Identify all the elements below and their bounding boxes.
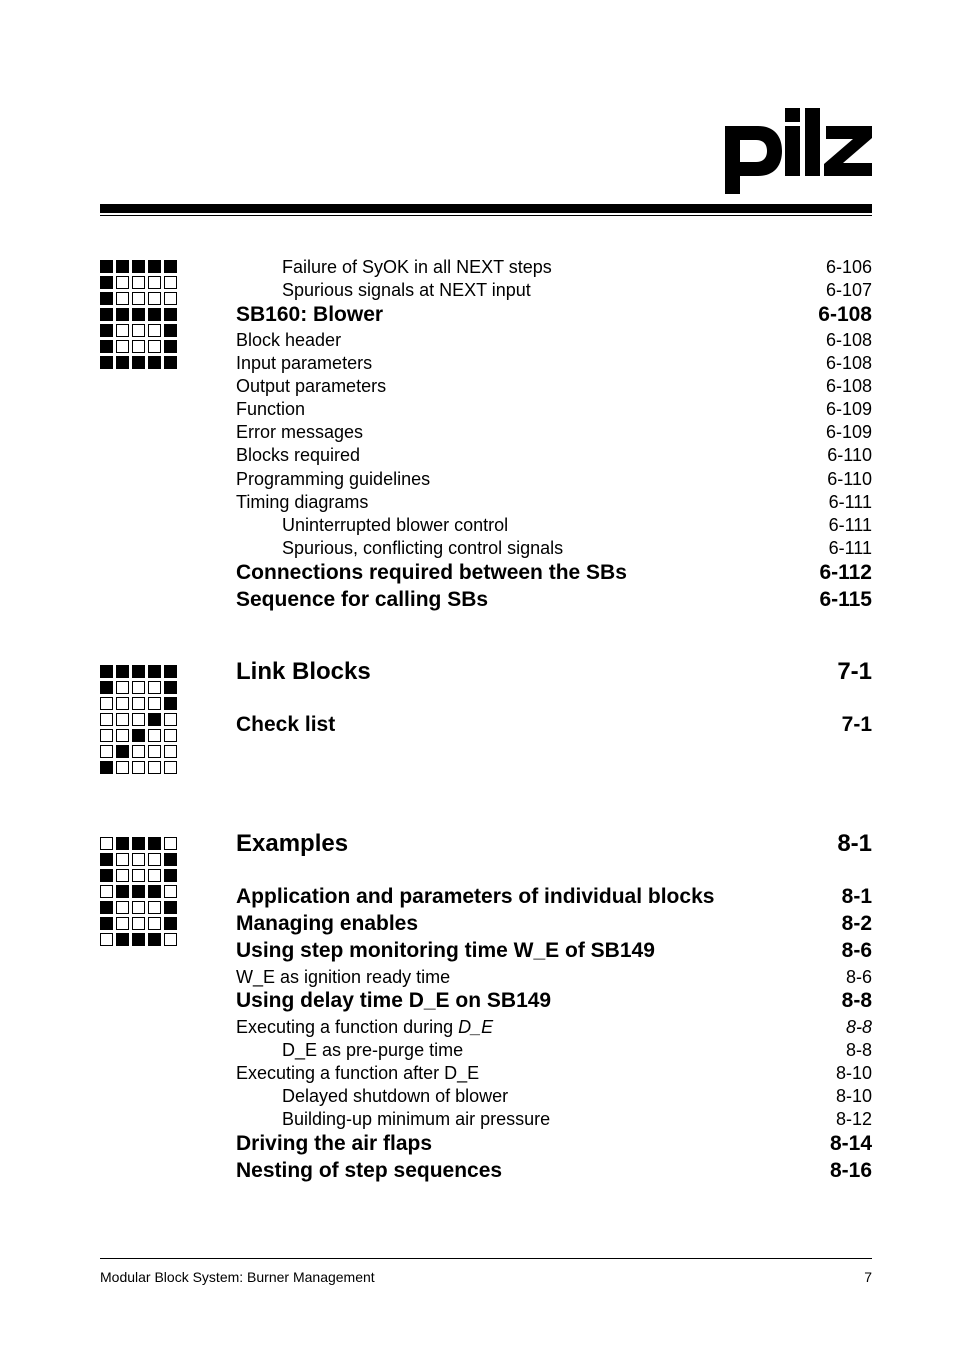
icon-cell [148,292,161,305]
icon-cell [116,885,129,898]
toc-entry-title: Sequence for calling SBs [236,588,489,611]
toc-entry-title: Nesting of step sequences [236,1159,503,1182]
icon-cell [164,729,177,742]
toc-entry-title: Managing enables [236,912,419,935]
footer-document-title: Modular Block System: Burner Management [100,1269,375,1285]
icon-cell [164,292,177,305]
toc-entry-page: 8-8 [841,989,872,1012]
icon-cell [164,324,177,337]
toc-entry-page: 8-2 [841,912,872,935]
toc-entry[interactable] [236,399,872,420]
icon-cell [164,276,177,289]
icon-cell [100,885,113,898]
icon-cell [164,761,177,774]
toc-entry-title: Input parameters [236,353,373,373]
toc-entry[interactable] [236,330,872,351]
toc-entry-page: 8-10 [835,1086,872,1106]
icon-cell [132,324,145,337]
icon-cell [164,901,177,914]
icon-cell [100,681,113,694]
icon-cell [100,697,113,710]
icon-cell [116,340,129,353]
toc-entry-title: Link Blocks [236,658,371,685]
toc-entry-title: Executing a function after D_E [236,1063,480,1083]
toc-entry-page: 6-111 [828,515,872,535]
icon-cell [132,933,145,946]
toc-entry[interactable] [236,561,872,585]
toc-entry-title: Connections required between the SBs [236,561,627,584]
toc-entry[interactable] [236,989,872,1013]
toc-entry-title: D_E as pre-purge time [282,1040,464,1060]
toc-entry-title: W_E as ignition ready time [236,967,451,987]
toc-entry-page: 6-115 [819,588,872,611]
toc-entry[interactable] [236,912,872,936]
toc-entry-title: Spurious signals at NEXT input [282,280,531,300]
toc-entry-title: Error messages [236,422,364,442]
toc-entry-page: 6-111 [828,492,872,512]
icon-cell [132,340,145,353]
toc-entry-page: 6-110 [827,445,872,465]
icon-cell [132,713,145,726]
icon-cell [164,356,177,369]
toc-entry-title: Examples [236,830,349,857]
icon-cell [148,713,161,726]
icon-cell [100,745,113,758]
toc-entry-page: 8-8 [845,1040,872,1060]
icon-cell [148,276,161,289]
icon-cell [148,745,161,758]
icon-cell [132,697,145,710]
icon-cell [164,885,177,898]
chapter-8-icon [100,837,177,946]
icon-cell [116,292,129,305]
icon-cell [116,933,129,946]
pilz-logo [722,104,874,196]
toc-entry-page: 8-8 [845,1017,872,1037]
icon-cell [100,933,113,946]
footer-rule [100,1258,872,1259]
toc-entry-page: 7-1 [837,658,872,685]
icon-cell [148,729,161,742]
toc-entry-page: 6-111 [828,538,872,558]
icon-cell [100,324,113,337]
icon-cell [132,745,145,758]
icon-cell [116,745,129,758]
chapter-6-icon [100,260,177,369]
toc-entry[interactable] [236,445,872,466]
toc-entry-title: Blocks required [236,445,361,465]
toc-entry[interactable] [236,1109,872,1130]
toc-entry-title: Check list [236,713,336,736]
icon-cell [132,853,145,866]
icon-cell [116,917,129,930]
icon-cell [116,665,129,678]
icon-cell [148,697,161,710]
toc-entry-title: Building-up minimum air pressure [282,1109,551,1129]
toc-entry-page: 7-1 [841,713,872,736]
toc-entry[interactable] [236,353,872,374]
toc-entry-title: Spurious, conflicting control signals [282,538,564,558]
toc-entry[interactable] [236,376,872,397]
toc-entry[interactable] [236,939,872,963]
icon-cell [164,260,177,273]
icon-cell [116,356,129,369]
toc-entry[interactable] [236,967,872,988]
icon-cell [116,901,129,914]
toc-entry-title: Programming guidelines [236,469,431,489]
toc-entry-page: 8-14 [829,1132,872,1155]
toc-entry[interactable] [236,1040,872,1061]
icon-cell [100,869,113,882]
icon-cell [100,713,113,726]
icon-cell [100,308,113,321]
toc-entry[interactable] [236,588,872,612]
icon-cell [116,869,129,882]
toc-entry-page: 6-108 [818,303,872,326]
icon-cell [116,276,129,289]
icon-cell [132,665,145,678]
toc-entry[interactable] [236,515,872,536]
icon-cell [100,917,113,930]
icon-cell [148,853,161,866]
toc-entry-title: SB160: Blower [236,303,384,326]
icon-cell [148,356,161,369]
icon-cell [100,761,113,774]
icon-cell [116,761,129,774]
toc-entry-page: 8-12 [835,1109,872,1129]
toc-entry-page: 8-1 [841,885,872,908]
icon-cell [148,869,161,882]
toc-entry[interactable] [236,422,872,443]
toc-entry[interactable] [236,713,872,737]
toc-chapter-heading[interactable] [236,830,872,858]
icon-cell [148,260,161,273]
icon-cell [164,745,177,758]
icon-cell [132,260,145,273]
icon-cell [148,837,161,850]
icon-cell [100,340,113,353]
icon-cell [148,917,161,930]
icon-cell [132,869,145,882]
icon-cell [116,713,129,726]
toc-entry-page: 6-110 [827,469,872,489]
toc-entry-title: Using delay time D_E on SB149 [236,989,552,1012]
icon-cell [116,729,129,742]
toc-entry-page: 6-106 [825,257,872,277]
toc-entry[interactable] [236,257,872,278]
icon-cell [132,729,145,742]
toc-entry-page: 6-108 [825,330,872,350]
icon-cell [164,853,177,866]
icon-cell [132,276,145,289]
icon-cell [100,276,113,289]
icon-cell [116,324,129,337]
header-rule [100,204,872,213]
toc-entry-page: 6-109 [825,399,872,419]
icon-cell [164,713,177,726]
toc-entry-title-text: Executing a function during [236,1017,459,1037]
icon-cell [148,885,161,898]
toc-entry[interactable] [236,492,872,513]
icon-cell [100,356,113,369]
toc-entry-page: 6-107 [825,280,872,300]
icon-cell [148,681,161,694]
toc-entry[interactable] [236,1159,872,1183]
icon-cell [164,933,177,946]
toc-entry[interactable] [236,303,872,327]
icon-cell [100,665,113,678]
icon-cell [148,324,161,337]
toc-entry-page: 8-16 [829,1159,872,1182]
icon-cell [164,681,177,694]
icon-cell [116,308,129,321]
toc-entry-title: Using step monitoring time W_E of SB149 [236,939,655,962]
toc-entry-page: 8-10 [835,1063,872,1083]
icon-cell [132,885,145,898]
icon-cell [100,837,113,850]
chapter-7-icon [100,665,177,774]
toc-entry[interactable] [236,1086,872,1107]
toc-entry-title: Delayed shutdown of blower [282,1086,509,1106]
icon-cell [164,837,177,850]
toc-entry-title [236,1017,493,1038]
icon-cell [100,853,113,866]
icon-cell [100,292,113,305]
toc-entry[interactable] [236,538,872,559]
icon-cell [148,933,161,946]
toc-entry-page: 6-108 [825,376,872,396]
icon-cell [132,308,145,321]
toc-entry-title: Function [236,399,306,419]
toc-entry[interactable] [236,1063,872,1084]
toc-entry-title: Application and parameters of individual blocks [236,885,715,908]
toc-entry-title: Driving the air flaps [236,1132,433,1155]
icon-cell [164,340,177,353]
icon-cell [148,340,161,353]
icon-cell [132,681,145,694]
icon-cell [148,901,161,914]
icon-cell [148,308,161,321]
icon-cell [148,761,161,774]
toc-entry-title-italic: D_E [458,1017,494,1037]
icon-cell [116,260,129,273]
icon-cell [132,917,145,930]
toc-entry-title: Output parameters [236,376,387,396]
toc-entry-title: Uninterrupted blower control [282,515,509,535]
icon-cell [132,901,145,914]
header-rule-thin [100,215,872,216]
icon-cell [132,292,145,305]
toc-entry-title: Failure of SyOK in all NEXT steps [282,257,552,277]
icon-cell [164,308,177,321]
icon-cell [132,837,145,850]
toc-entry[interactable] [236,469,872,490]
icon-cell [132,761,145,774]
toc-entry-page: 6-109 [825,422,872,442]
toc-entry-page: 6-108 [825,353,872,373]
icon-cell [100,901,113,914]
toc-entry-page: 6-112 [819,561,872,584]
toc-entry-page: 8-6 [845,967,872,987]
icon-cell [116,853,129,866]
toc-chapter-heading[interactable] [236,658,872,686]
toc-entry-page: 8-6 [841,939,872,962]
icon-cell [164,869,177,882]
icon-cell [164,665,177,678]
icon-cell [164,697,177,710]
toc-entry[interactable] [236,280,872,301]
icon-cell [116,681,129,694]
icon-cell [132,356,145,369]
footer-page-number: 7 [864,1269,872,1285]
icon-cell [148,665,161,678]
toc-entry[interactable] [236,885,872,909]
toc-entry-title: Block header [236,330,342,350]
toc-entry-page: 8-1 [837,830,872,857]
toc-entry-title: Timing diagrams [236,492,369,512]
toc-entry[interactable] [236,1017,872,1038]
toc-entry[interactable] [236,1132,872,1156]
icon-cell [116,837,129,850]
icon-cell [100,729,113,742]
icon-cell [116,697,129,710]
icon-cell [100,260,113,273]
icon-cell [164,917,177,930]
